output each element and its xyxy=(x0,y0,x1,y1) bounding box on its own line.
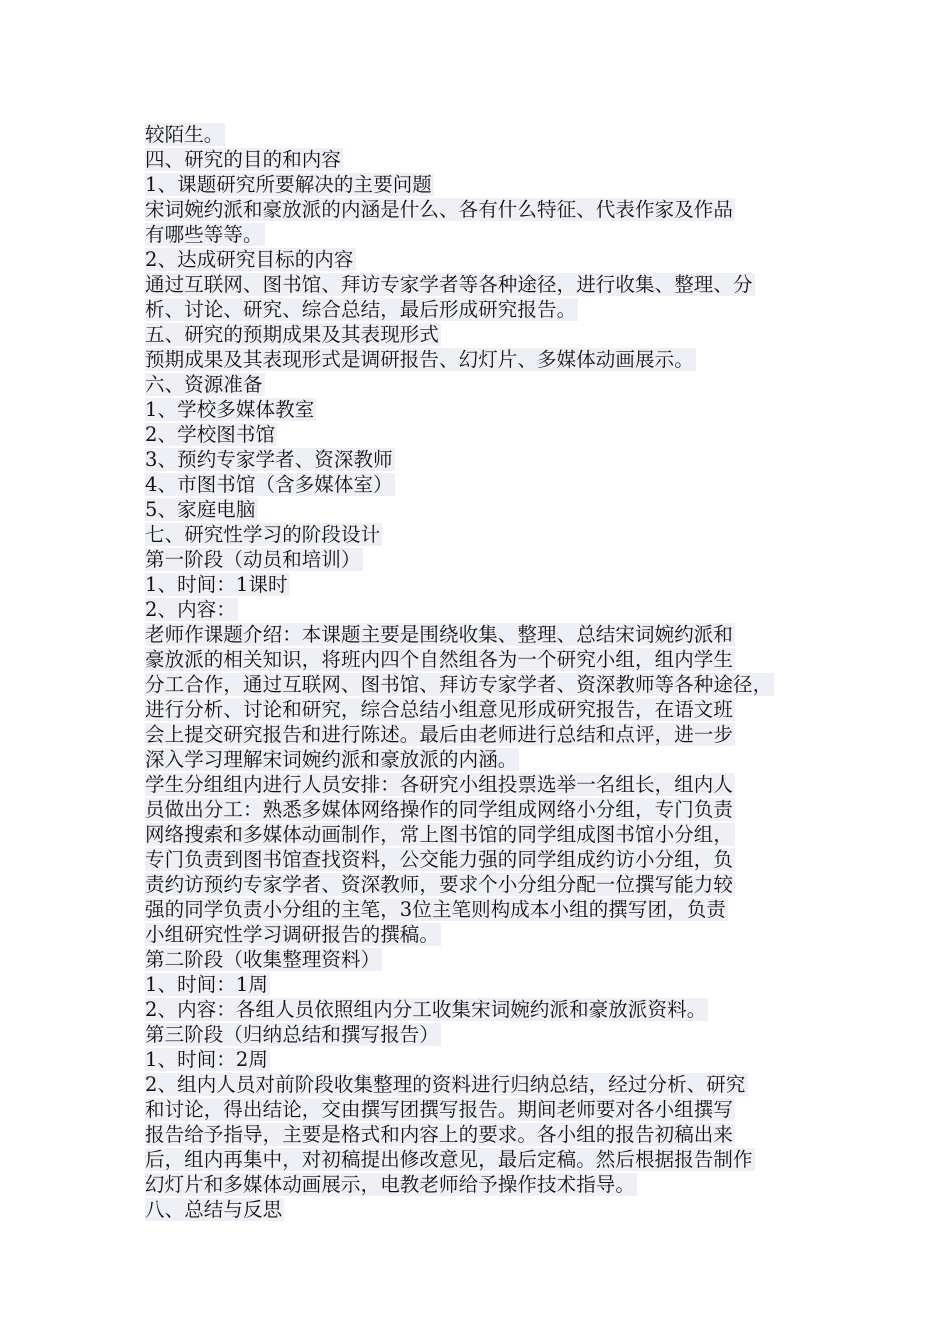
text-line: 后，组内再集中，对初稿提出修改意见，最后定稿。然后根据报告制作 xyxy=(145,1148,753,1171)
text-line: 2、内容： xyxy=(145,598,236,621)
text-line: 深入学习理解宋词婉约派和豪放派的内涵。 xyxy=(145,748,518,771)
text-line: 幻灯片和多媒体动画展示，电教老师给予操作技术指导。 xyxy=(145,1173,636,1196)
text-line: 预期成果及其表现形式是调研报告、幻灯片、多媒体动画展示。 xyxy=(145,348,694,371)
text-line: 4、市图书馆（含多媒体室） xyxy=(145,473,393,496)
text-line: 1、时间：2周 xyxy=(145,1048,269,1071)
text-line: 分工合作，通过互联网、图书馆、拜访专家学者、资深教师等各种途径， xyxy=(145,673,773,696)
text-line: 2、达成研究目标的内容 xyxy=(145,248,354,271)
text-line: 析、讨论、研究、综合总结，最后形成研究报告。 xyxy=(145,298,577,321)
text-line: 责约访预约专家学者、资深教师，要求个小分组分配一位撰写能力较 xyxy=(145,873,734,896)
text-line: 有哪些等等。 xyxy=(145,223,263,246)
section-heading: 五、研究的预期成果及其表现形式 xyxy=(145,323,440,346)
text-line: 豪放派的相关知识，将班内四个自然组各为一个研究小组，组内学生 xyxy=(145,648,734,671)
text-line: 1、时间：1课时 xyxy=(145,573,288,596)
text-line: 2、内容：各组人员依照组内分工收集宋词婉约派和豪放派资料。 xyxy=(145,998,707,1021)
text-line: 会上提交研究报告和进行陈述。最后由老师进行总结和点评，进一步 xyxy=(145,723,734,746)
text-line: 报告给予指导，主要是格式和内容上的要求。各小组的报告初稿出来 xyxy=(145,1123,734,1146)
document-body xyxy=(145,122,825,1222)
text-line: 网络搜索和多媒体动画制作，常上图书馆的同学组成图书馆小分组， xyxy=(145,823,734,846)
text-line: 进行分析、讨论和研究，综合总结小组意见形成研究报告，在语文班 xyxy=(145,698,734,721)
text-line: 强的同学负责小分组的主笔，3位主笔则构成本小组的撰写团，负责 xyxy=(145,898,726,921)
text-line: 通过互联网、图书馆、拜访专家学者等各种途径，进行收集、整理、分 xyxy=(145,273,753,296)
text-line: 1、时间：1周 xyxy=(145,973,269,996)
text-line: 学生分组组内进行人员安排：各研究小组投票选举一名组长，组内人 xyxy=(145,773,734,796)
text-line: 宋词婉约派和豪放派的内涵是什么、各有什么特征、代表作家及作品 xyxy=(145,198,734,221)
text-line: 较陌生。 xyxy=(145,123,224,146)
text-line: 3、预约专家学者、资深教师 xyxy=(145,448,393,471)
text-line: 和讨论，得出结论，交由撰写团撰写报告。期间老师要对各小组撰写 xyxy=(145,1098,734,1121)
section-heading: 八、总结与反思 xyxy=(145,1198,283,1221)
text-line: 1、学校多媒体教室 xyxy=(145,398,315,421)
section-heading: 六、资源准备 xyxy=(145,373,263,396)
text-line: 专门负责到图书馆查找资料，公交能力强的同学组成约访小分组，负 xyxy=(145,848,734,871)
text-line: 第一阶段（动员和培训） xyxy=(145,548,361,571)
section-heading: 七、研究性学习的阶段设计 xyxy=(145,523,381,546)
section-heading: 四、研究的目的和内容 xyxy=(145,148,342,171)
text-line: 5、家庭电脑 xyxy=(145,498,256,521)
text-line: 小组研究性学习调研报告的撰稿。 xyxy=(145,923,440,946)
text-line: 2、组内人员对前阶段收集整理的资料进行归纳总结，经过分析、研究 xyxy=(145,1073,746,1096)
text-line: 2、学校图书馆 xyxy=(145,423,276,446)
text-line: 第三阶段（归纳总结和撰写报告） xyxy=(145,1023,440,1046)
text-line: 1、课题研究所要解决的主要问题 xyxy=(145,173,432,196)
text-line: 第二阶段（收集整理资料） xyxy=(145,948,381,971)
text-line: 员做出分工：熟悉多媒体网络操作的同学组成网络小分组，专门负责 xyxy=(145,798,734,821)
text-line: 老师作课题介绍：本课题主要是围绕收集、整理、总结宋词婉约派和 xyxy=(145,623,734,646)
